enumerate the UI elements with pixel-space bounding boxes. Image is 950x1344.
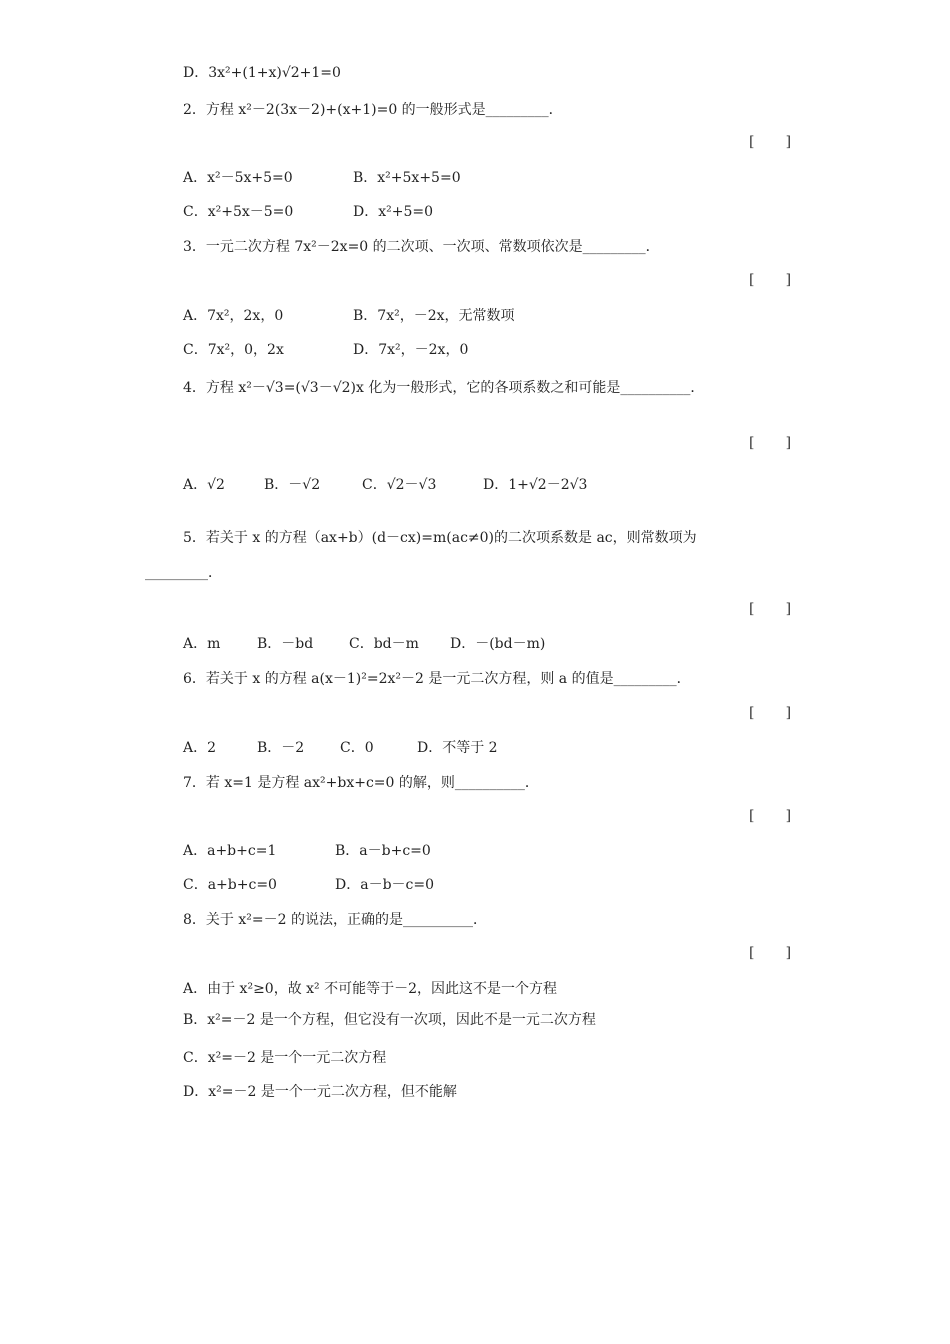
q2-option-b: B．x²+5x+5=0 — [353, 170, 461, 186]
q7-option-c: C．a+b+c=0 — [183, 877, 277, 893]
q5-answer-bracket: [ ] — [749, 601, 792, 617]
q7-option-a: A．a+b+c=1 — [183, 843, 277, 859]
q4-option-d: D．1+√2－2√3 — [483, 477, 588, 493]
q3-option-d: D．7x²，－2x，0 — [353, 342, 469, 358]
q6-stem: 6．若关于 x 的方程 a(x－1)²=2x²－2 是一元二次方程，则 a 的值是_________． — [183, 671, 691, 687]
q5-option-b: B．－bd — [257, 636, 314, 652]
q8-answer-bracket: [ ] — [749, 945, 792, 961]
q6-option-d: D．不等于 2 — [417, 740, 498, 756]
q4-option-a: A．√2 — [183, 477, 225, 493]
q3-option-b: B．7x²，－2x，无常数项 — [353, 308, 515, 324]
q8-option-d: D．x²=－2 是一个一元二次方程，但不能解 — [183, 1084, 457, 1100]
q6-answer-bracket: [ ] — [749, 705, 792, 721]
q2-option-c: C．x²+5x－5=0 — [183, 204, 294, 220]
q2-option-d: D．x²+5=0 — [353, 204, 434, 220]
q6-option-c: C．0 — [340, 740, 374, 756]
q8-option-a: A．由于 x²≥0，故 x² 不可能等于－2，因此这不是一个方程 — [183, 981, 558, 997]
q1-option-d: D．3x²+(1+x)√2+1=0 — [183, 65, 341, 81]
q3-option-a: A．7x²，2x，0 — [183, 308, 284, 324]
q5-option-c: C．bd－m — [349, 636, 419, 652]
q2-answer-bracket: [ ] — [749, 134, 792, 150]
q3-stem: 3．一元二次方程 7x²－2x=0 的二次项、一次项、常数项依次是_________． — [183, 239, 660, 255]
q2-option-a: A．x²－5x+5=0 — [183, 170, 293, 186]
q2-stem: 2．方程 x²－2(3x－2)+(x+1)=0 的一般形式是_________． — [183, 102, 563, 118]
q5-option-d: D．－(bd－m) — [450, 636, 546, 652]
q7-option-b: B．a－b+c=0 — [335, 843, 431, 859]
q8-option-c: C．x²=－2 是一个一元二次方程 — [183, 1050, 387, 1066]
q7-option-d: D．a－b－c=0 — [335, 877, 435, 893]
q3-answer-bracket: [ ] — [749, 272, 792, 288]
q6-option-b: B．－2 — [257, 740, 305, 756]
q8-stem: 8．关于 x²=－2 的说法，正确的是__________． — [183, 912, 487, 928]
q7-stem: 7．若 x=1 是方程 ax²+bx+c=0 的解，则__________． — [183, 775, 539, 791]
q3-option-c: C．7x²，0，2x — [183, 342, 284, 358]
q5-stem: 5．若关于 x 的方程（ax+b）(d－cx)=m(ac≠0)的二次项系数是 ac，则常数项为 — [183, 530, 697, 546]
q4-stem: 4．方程 x²－√3=(√3－√2)x 化为一般形式，它的各项系数之和可能是__________． — [183, 380, 705, 396]
q8-option-b: B．x²=－2 是一个方程，但它没有一次项，因此不是一元二次方程 — [183, 1012, 596, 1028]
q5-option-a: A．m — [183, 636, 221, 652]
q5-stem-continuation: _________． — [145, 565, 222, 581]
q6-option-a: A．2 — [183, 740, 217, 756]
q4-option-b: B．－√2 — [264, 477, 321, 493]
q7-answer-bracket: [ ] — [749, 808, 792, 824]
q4-option-c: C．√2－√3 — [362, 477, 437, 493]
q4-answer-bracket: [ ] — [749, 435, 792, 451]
